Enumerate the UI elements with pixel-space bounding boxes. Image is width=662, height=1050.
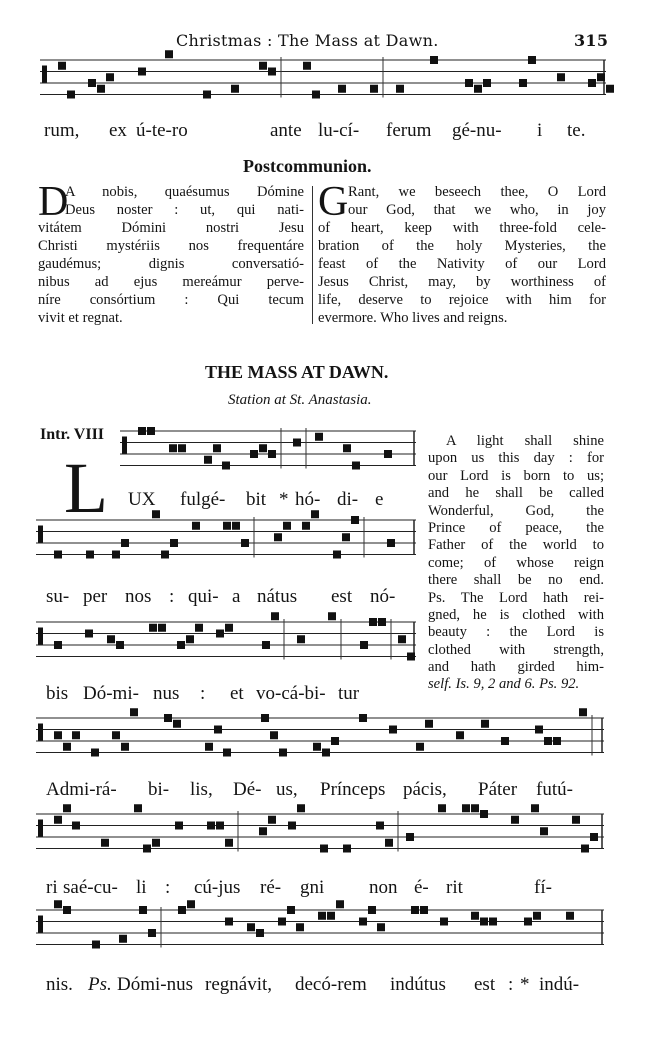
neume-note [425, 720, 433, 728]
neume-note [287, 906, 295, 914]
neume-note [170, 539, 178, 547]
syllable: Páter [478, 779, 518, 800]
neume-note [489, 918, 497, 926]
text-line: and hath girded him- [428, 659, 604, 676]
syllable: fulgé- [180, 489, 226, 510]
neume-note [407, 653, 415, 661]
neume-note [279, 749, 287, 757]
syllable: : [165, 877, 171, 898]
syllable: bit [246, 489, 267, 510]
syllable: te. [567, 120, 586, 141]
neume-note [398, 635, 406, 643]
syllable: * [279, 489, 289, 510]
syllable: bi- [148, 779, 170, 800]
syllable: us, [276, 779, 298, 800]
neume-note [143, 845, 151, 853]
neume-note [312, 91, 320, 99]
introit-label: Intr. VIII [40, 426, 105, 443]
text-line: Deus noster : ut, qui nati- [65, 202, 304, 218]
syllable: per [83, 586, 108, 607]
neume-note [389, 726, 397, 734]
syllable: : [508, 974, 514, 995]
syllable: a [232, 586, 241, 607]
syllable: lu-cí- [318, 120, 360, 141]
neume-note [147, 427, 155, 435]
chant-lyrics [0, 683, 420, 707]
neume-note [261, 714, 269, 722]
neume-note [85, 630, 93, 638]
neume-note [268, 68, 276, 76]
neume-note [216, 822, 224, 830]
neume-note [343, 845, 351, 853]
neume-note [63, 804, 71, 812]
neume-note [396, 85, 404, 93]
neume-note [572, 816, 580, 824]
text-line: feast of the Nativity of our Lord [318, 256, 606, 272]
neume-note [302, 522, 310, 530]
neume-note [149, 624, 157, 632]
neume-note [152, 510, 160, 518]
neume-note [161, 551, 169, 559]
syllable: decó-rem [295, 974, 367, 995]
neume-note [178, 906, 186, 914]
neume-note [376, 822, 384, 830]
clef-mark [38, 637, 43, 645]
neume-note [359, 918, 367, 926]
syllable: est [474, 974, 496, 995]
neume-note [297, 804, 305, 812]
neume-note [588, 79, 596, 87]
neume-note [465, 79, 473, 87]
neume-note [247, 923, 255, 931]
neume-note [535, 726, 543, 734]
neume-note [192, 522, 200, 530]
chant-lyrics [0, 877, 662, 901]
syllable: rit [446, 877, 463, 898]
syllable: Dómi-nus [117, 974, 193, 995]
neume-note [471, 912, 479, 920]
syllable: ferum [386, 120, 432, 141]
neume-note [533, 912, 541, 920]
neume-note [315, 433, 323, 441]
neume-note [259, 827, 267, 835]
syllable: li [136, 877, 147, 898]
neume-note [268, 816, 276, 824]
text-line: gned, he is clothed with [428, 606, 604, 623]
neume-note [116, 641, 124, 649]
neume-note [420, 906, 428, 914]
text-line: and he shall be called [428, 485, 604, 502]
neume-note [531, 804, 539, 812]
neume-note [54, 641, 62, 649]
text-line: vivit et regnat. [38, 310, 123, 326]
syllable: ex [109, 120, 127, 141]
syllable: nos [125, 586, 152, 607]
neume-note [262, 641, 270, 649]
syllable: lis, [190, 779, 213, 800]
syllable: nus [153, 683, 180, 704]
neume-note [480, 918, 488, 926]
syllable: Ps. [88, 974, 112, 995]
drop-capital: G [318, 179, 349, 225]
neume-note [320, 845, 328, 853]
neume-note [54, 551, 62, 559]
neume-note [195, 624, 203, 632]
text-line: níre consórtium : Qui tecum [38, 292, 304, 308]
neume-note [101, 839, 109, 847]
syllable: gé-nu- [452, 120, 502, 141]
neume-note [338, 85, 346, 93]
neume-note [214, 726, 222, 734]
neume-note [579, 708, 587, 716]
chant-lyrics [0, 779, 662, 803]
neume-note [293, 439, 301, 447]
syllable: Dó-mi- [83, 683, 139, 704]
text-line: gaudémus; dignis conversatió- [38, 256, 304, 272]
neume-note [205, 743, 213, 751]
text-line: A light shall shine [446, 433, 604, 449]
text-line: come; of whose reign [428, 554, 604, 571]
neume-note [173, 720, 181, 728]
clef-mark [42, 75, 47, 83]
drop-capital: D [38, 179, 69, 225]
neume-note [297, 635, 305, 643]
station-note: Station at St. Anastasia. [228, 392, 372, 408]
text-line: beauty : the Lord is [428, 624, 604, 641]
syllable: saé-cu- [63, 877, 118, 898]
neume-note [351, 516, 359, 524]
neume-note [540, 827, 548, 835]
syllable: Dé- [233, 779, 262, 800]
neume-note [597, 73, 605, 81]
text-line: self. Is. 9, 2 and 6. Ps. 92. [428, 676, 580, 693]
neume-note [557, 73, 565, 81]
neume-note [175, 822, 183, 830]
neume-note [333, 551, 341, 559]
text-line: evermore. Who lives and reigns. [318, 310, 508, 326]
text-line: our Lord is born to us; [428, 467, 604, 484]
neume-note [225, 918, 233, 926]
text-line: upon us this day : for [428, 450, 604, 467]
neume-note [318, 912, 326, 920]
neume-note [566, 912, 574, 920]
syllable: qui- [188, 586, 219, 607]
neume-note [331, 737, 339, 745]
neume-note [250, 450, 258, 458]
chant-staff [0, 0, 662, 60]
text-line: bration of the holy Mysteries, the [318, 238, 606, 254]
neume-note [370, 85, 378, 93]
neume-note [139, 906, 147, 914]
text-line: there shall be no end. [428, 572, 604, 589]
neume-note [411, 906, 419, 914]
neume-note [296, 923, 304, 931]
neume-note [268, 450, 276, 458]
neume-note [134, 804, 142, 812]
syllable: non [369, 877, 398, 898]
neume-note [336, 900, 344, 908]
syllable: é- [414, 877, 429, 898]
neume-note [63, 743, 71, 751]
big-initial: L [64, 448, 108, 528]
neume-note [97, 85, 105, 93]
neume-note [581, 845, 589, 853]
neume-note [138, 68, 146, 76]
neume-note [387, 539, 395, 547]
text-line: Father of the world to [428, 537, 604, 554]
syllable: et [230, 683, 244, 704]
neume-note [501, 737, 509, 745]
neume-note [342, 533, 350, 541]
neume-note [259, 62, 267, 70]
clef-mark [38, 733, 43, 741]
clef-mark [38, 829, 43, 837]
neume-note [274, 533, 282, 541]
neume-note [72, 731, 80, 739]
neume-note [270, 731, 278, 739]
neume-note [241, 539, 249, 547]
syllable: pácis, [403, 779, 447, 800]
text-line: clothed with strength, [428, 641, 604, 658]
chant-lyrics [0, 120, 662, 144]
syllable: nó- [370, 586, 396, 607]
neume-note [225, 839, 233, 847]
syllable: tur [338, 683, 360, 704]
neume-note [553, 737, 561, 745]
neume-note [177, 641, 185, 649]
neume-note [54, 731, 62, 739]
neume-note [67, 91, 75, 99]
neume-note [368, 906, 376, 914]
neume-note [359, 714, 367, 722]
text-line: Rant, we beseech thee, O Lord [348, 184, 606, 200]
neume-note [511, 816, 519, 824]
text-line: Prince of peace, the [428, 519, 604, 536]
syllable: indú- [539, 974, 580, 995]
syllable: ri [46, 877, 58, 898]
syllable: ú-te-ro [136, 120, 188, 141]
neume-note [106, 73, 114, 81]
neume-note [278, 918, 286, 926]
text-line: our God, that we who, in joy [348, 202, 606, 218]
neume-note [186, 635, 194, 643]
neume-note [152, 839, 160, 847]
neume-note [72, 822, 80, 830]
syllable: e [375, 489, 384, 510]
english-postcommunion [318, 179, 606, 327]
neume-note [187, 900, 195, 908]
neume-note [112, 731, 120, 739]
neume-note [343, 444, 351, 452]
neume-note [406, 833, 414, 841]
neume-note [440, 918, 448, 926]
neume-note [86, 551, 94, 559]
neume-note [524, 918, 532, 926]
syllable: * [520, 974, 530, 995]
neume-note [377, 923, 385, 931]
neume-note [378, 618, 386, 626]
neume-note [416, 743, 424, 751]
neume-note [112, 551, 120, 559]
syllable: bis [46, 683, 69, 704]
syllable: nis. [46, 974, 73, 995]
neume-note [471, 804, 479, 812]
neume-note [385, 839, 393, 847]
neume-note [480, 810, 488, 818]
syllable: ante [270, 120, 302, 141]
syllable: gni [300, 877, 325, 898]
neume-note [164, 714, 172, 722]
neume-note [474, 85, 482, 93]
neume-note [88, 79, 96, 87]
neume-note [119, 935, 127, 943]
neume-note [138, 427, 146, 435]
neume-note [107, 635, 115, 643]
neume-note [456, 731, 464, 739]
syllable: regnávit, [205, 974, 273, 995]
neume-note [288, 822, 296, 830]
syllable: rum, [44, 120, 80, 141]
neume-note [544, 737, 552, 745]
syllable: indútus [390, 974, 446, 995]
text-line: Ps. The Lord hath rei- [428, 589, 604, 606]
neume-note [54, 900, 62, 908]
text-line: A nobis, quaésumus Dómine [65, 184, 304, 200]
syllable: UX [128, 489, 156, 510]
column-divider [312, 186, 313, 324]
latin-postcommunion [38, 179, 304, 327]
neume-note [271, 612, 279, 620]
neume-note [311, 510, 319, 518]
syllable: : [200, 683, 206, 704]
neume-note [169, 444, 177, 452]
syllable: nátus [257, 586, 298, 607]
neume-note [259, 444, 267, 452]
running-title: Christmas : The Mass at Dawn. [176, 31, 439, 50]
neume-note [384, 450, 392, 458]
text-line: of heart, keep with three-fold cele- [318, 220, 606, 236]
neume-note [606, 85, 614, 93]
neume-note [222, 462, 230, 470]
text-line: Christi mystériis nos frequentáre [38, 238, 304, 254]
neume-note [327, 912, 335, 920]
neume-note [91, 749, 99, 757]
syllable: : [169, 586, 175, 607]
neume-note [232, 522, 240, 530]
syllable: hó- [295, 489, 321, 510]
neume-note [207, 822, 215, 830]
text-line: vitátem Dómini nostri Jesu [38, 220, 304, 236]
text-line: life, deserve to rejoice with him for [318, 292, 606, 308]
neume-note [223, 522, 231, 530]
neume-note [303, 62, 311, 70]
neume-note [328, 612, 336, 620]
neume-note [225, 624, 233, 632]
text-line: nibus ad ejus mereámur perve- [38, 274, 304, 290]
syllable: ré- [260, 877, 282, 898]
page-number: 315 [574, 31, 609, 50]
neume-note [313, 743, 321, 751]
neume-note [462, 804, 470, 812]
neume-note [213, 444, 221, 452]
neume-note [519, 79, 527, 87]
syllable: di- [337, 489, 359, 510]
neume-note [63, 906, 71, 914]
neume-note [216, 630, 224, 638]
neume-note [121, 539, 129, 547]
section-title: THE MASS AT DAWN. [205, 362, 389, 382]
neume-note [438, 804, 446, 812]
syllable: su- [46, 586, 70, 607]
neume-note [590, 833, 598, 841]
neume-note [369, 618, 377, 626]
text-line: Wonderful, God, the [428, 502, 604, 519]
clef-mark [122, 446, 127, 454]
syllable: vo-cá-bi- [256, 683, 326, 704]
neume-note [283, 522, 291, 530]
syllable: est [331, 586, 353, 607]
neume-note [148, 929, 156, 937]
neume-note [58, 62, 66, 70]
clef-mark [38, 535, 43, 543]
chant-lyrics [0, 489, 420, 513]
neume-note [481, 720, 489, 728]
neume-note [130, 708, 138, 716]
clef-mark [38, 925, 43, 933]
neume-note [203, 91, 211, 99]
postcommunion-heading: Postcommunion. [243, 156, 372, 176]
syllable: i [537, 120, 543, 141]
neume-note [231, 85, 239, 93]
neume-note [483, 79, 491, 87]
text-line: Jesus Christ, may, by worthiness of [318, 274, 606, 290]
chant-lyrics [0, 586, 420, 610]
syllable: Prínceps [320, 779, 386, 800]
neume-note [158, 624, 166, 632]
neume-note [223, 749, 231, 757]
syllable: futú- [536, 779, 573, 800]
neume-note [178, 444, 186, 452]
introit-translation [428, 433, 604, 694]
neume-note [322, 749, 330, 757]
neume-note [360, 641, 368, 649]
neume-note [204, 456, 212, 464]
syllable: fí- [534, 877, 552, 898]
neume-note [92, 941, 100, 949]
neume-note [352, 462, 360, 470]
chant-lyrics [0, 974, 662, 998]
neume-note [121, 743, 129, 751]
neume-note [256, 929, 264, 937]
syllable: cú-jus [194, 877, 241, 898]
syllable: Admi-rá- [46, 779, 117, 800]
neume-note [54, 816, 62, 824]
